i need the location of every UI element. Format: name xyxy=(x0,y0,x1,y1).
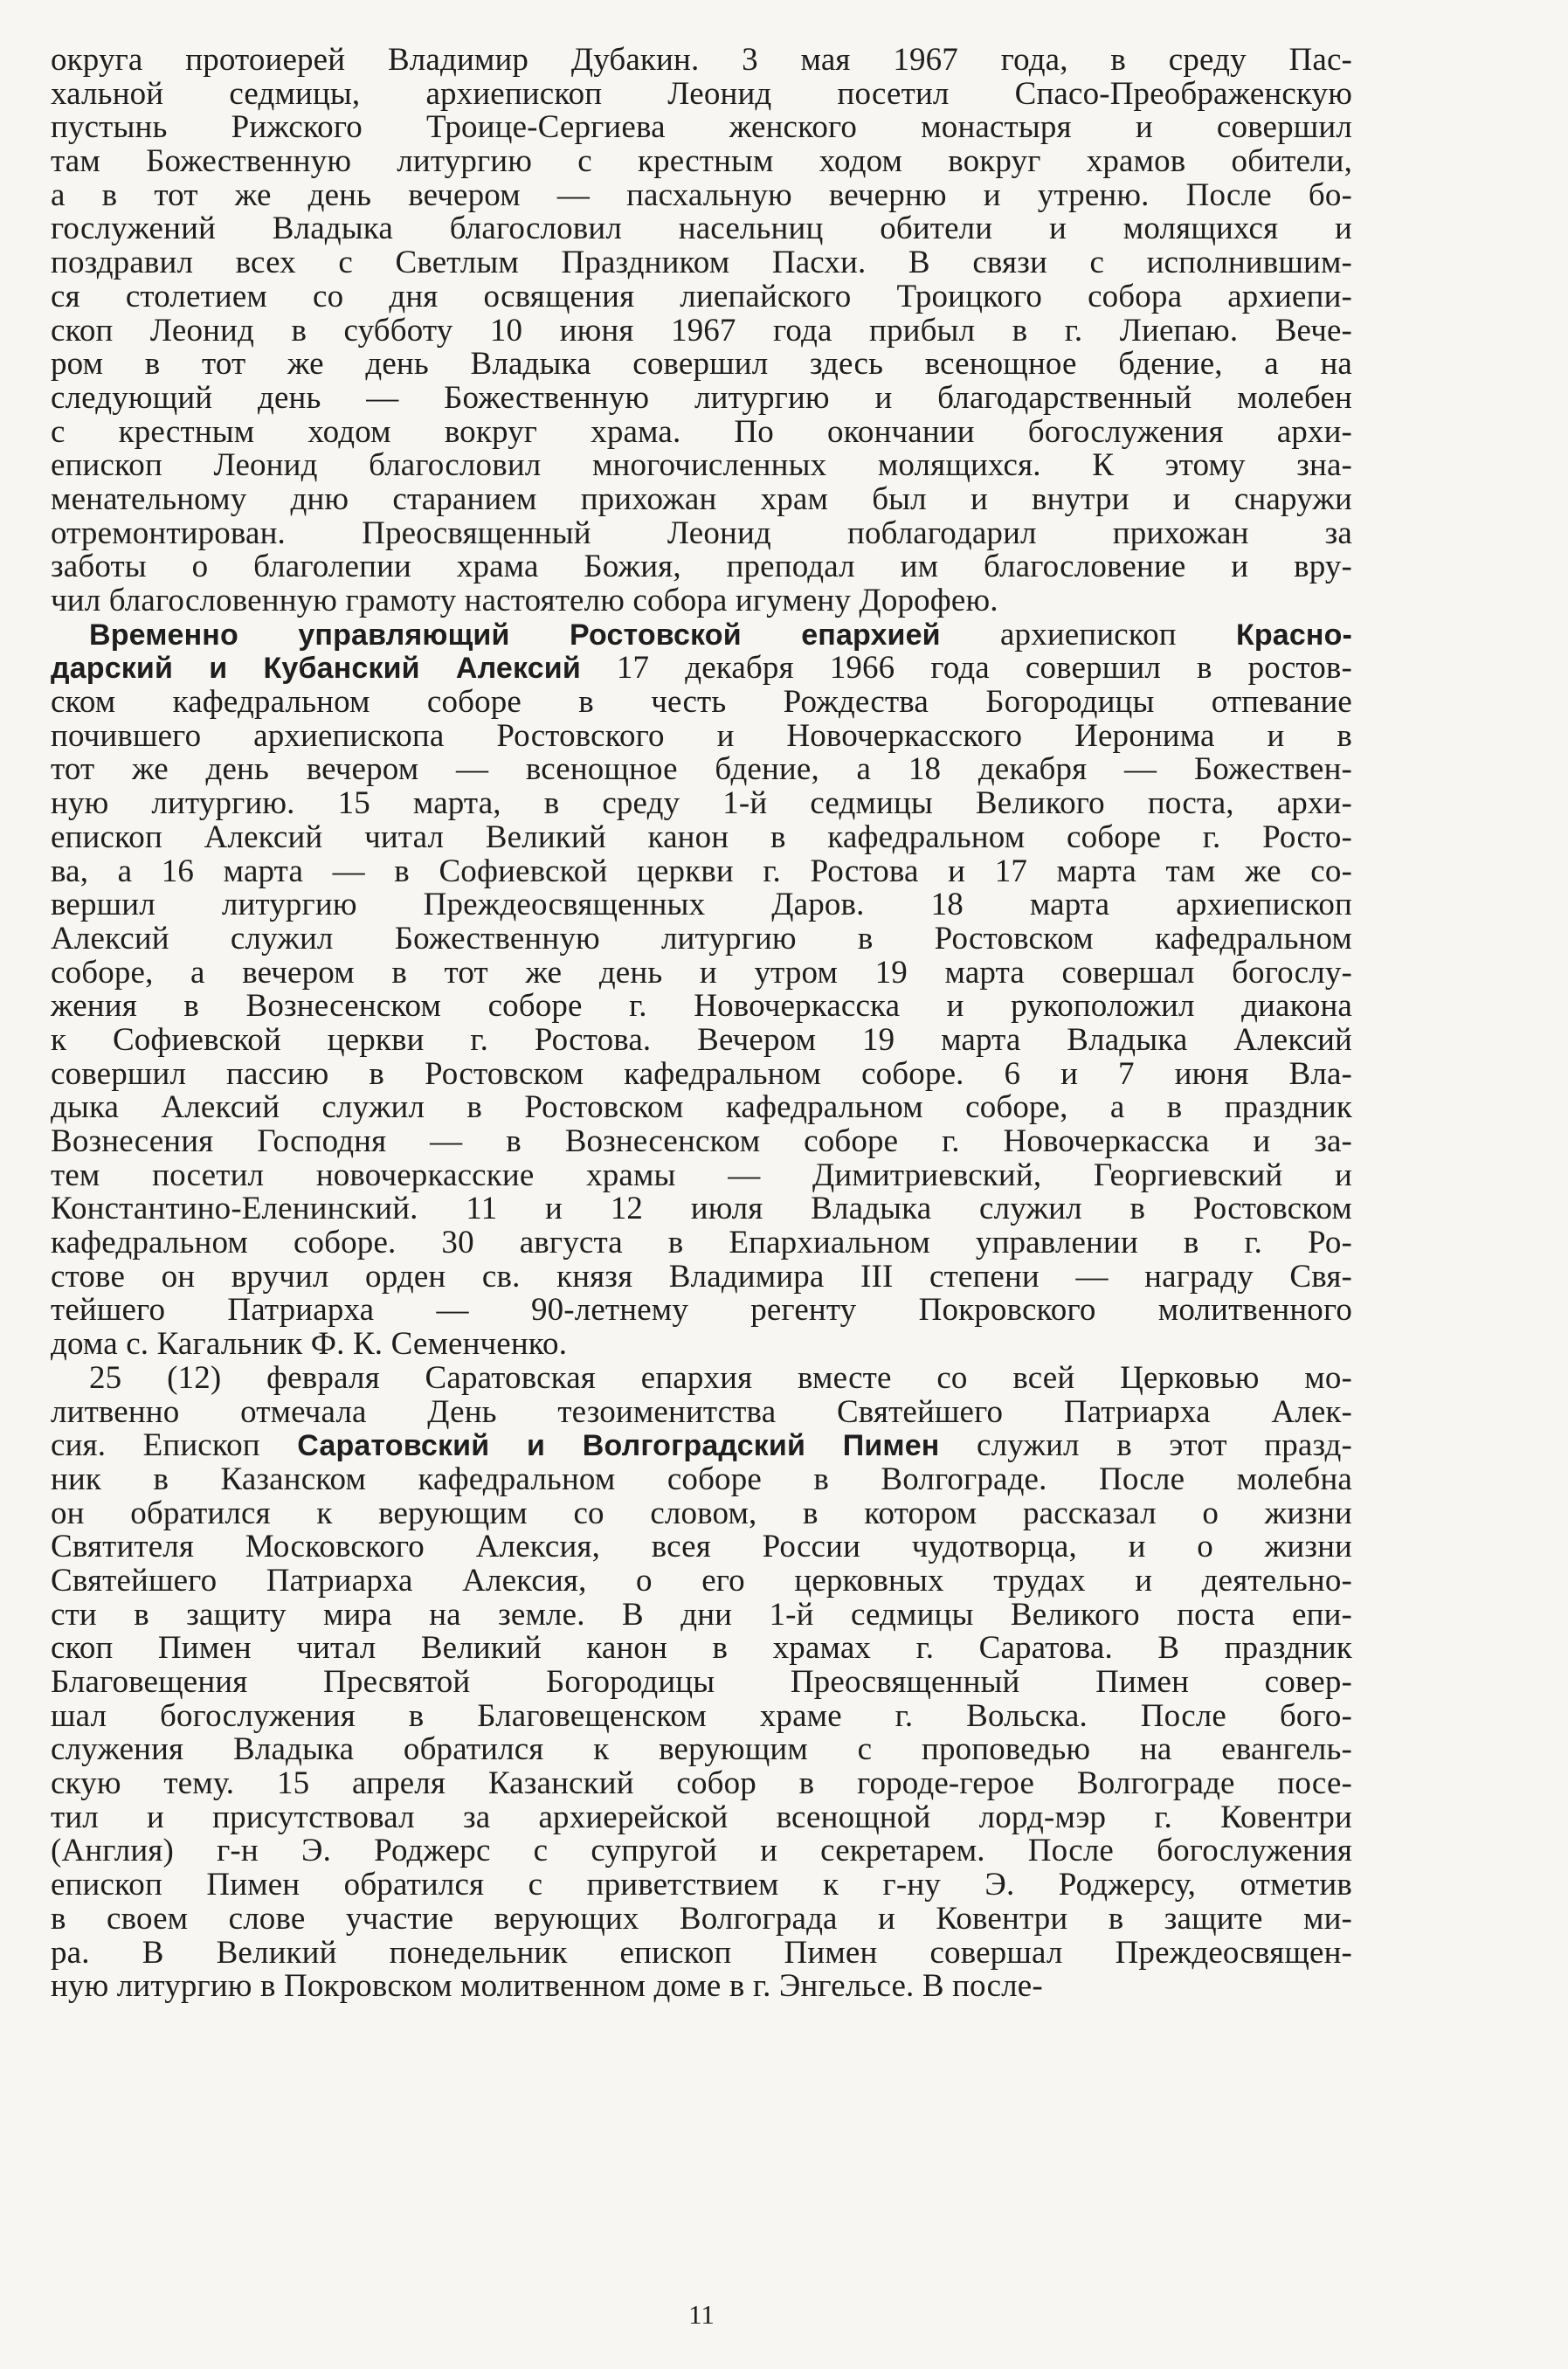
text-line xyxy=(51,246,1352,280)
bold-phrase: Саратовский и Волгоградский Пимен xyxy=(297,1429,940,1463)
text-run: скую тему. 15 апреля Казанский собор в городе-герое Волгограде посе- xyxy=(51,1765,1352,1802)
text-run: ра. В Великий понедельник епископ Пимен совершал Преждеосвящен- xyxy=(51,1934,1352,1971)
text-run: тот же день вечером — всенощное бдение, а 18 декабря — Божествен- xyxy=(51,751,1352,788)
text-run: заботы о благолепии храма Божия, преподал им благословение и вру- xyxy=(51,549,1352,585)
text-run: чил благословенную грамоту настоятелю собора игумену Дорофею. xyxy=(51,583,998,618)
text-line xyxy=(51,1697,1352,1734)
text-run: тил и присутствовал за архиерейской всенощной лорд-мэр г. Ковентри xyxy=(51,1799,1352,1835)
text-run: ную литургию в Покровском молитвенном доме в г. Энгельсе. В после- xyxy=(51,1968,1043,2005)
text-run: 25 (12) февраля Саратовская епархия вместе со всей Церковью мо- xyxy=(89,1359,1352,1396)
text-run: кафедральном соборе. 30 августа в Епархиальном управлении в г. Ро- xyxy=(51,1225,1352,1261)
text-run: а в тот же день вечером — пасхальную вечерню и утреню. После бо- xyxy=(51,176,1352,213)
text-run: ную литургию. 15 марта, в среду 1-й седмицы Великого поста, архи- xyxy=(51,785,1352,822)
text-run: он обратился к верующим со словом, в котором рассказал о жизни xyxy=(51,1495,1352,1531)
text-run: хальной седмицы, архиепископ Леонид посетил Спасо-Преображенскую xyxy=(51,75,1352,112)
text-line xyxy=(51,1192,1352,1226)
text-line xyxy=(51,753,1352,787)
text-line xyxy=(51,1294,1352,1328)
text-run: ском кафедральном соборе в честь Рождества Богородицы отпевание xyxy=(51,684,1352,721)
text-line xyxy=(51,280,1352,314)
text-line xyxy=(51,1733,1352,1767)
text-line xyxy=(51,449,1352,483)
text-line xyxy=(51,550,1352,584)
text-line xyxy=(51,618,1352,653)
text-run: Константино-Еленинский. 11 и 12 июля Владыка служил в Ростовском xyxy=(51,1191,1352,1227)
text-run: округа протоиерей Владимир Дубакин. 3 мая 1967 года, в среду Пас- xyxy=(51,42,1352,78)
text-line xyxy=(51,584,1352,618)
text-run: дыка Алексий служил в Ростовском кафедральном соборе, а в праздник xyxy=(51,1089,1352,1126)
text-line xyxy=(51,1260,1352,1295)
text-run: служения Владыка обратился к верующим с проповедью на евангель- xyxy=(51,1731,1352,1768)
text-run: сия. Епископ xyxy=(51,1427,298,1464)
text-line xyxy=(51,1801,1352,1835)
text-run: сти в защиту мира на земле. В дни 1-й седмицы Великого поста епи- xyxy=(51,1596,1352,1633)
text-run: совершил пассию в Ростовском кафедральном соборе. 6 и 7 июня Вла- xyxy=(51,1055,1352,1092)
text-line xyxy=(51,44,1352,78)
text-run: скоп Пимен читал Великий канон в храмах г. Саратова. В праздник xyxy=(51,1630,1352,1667)
text-run: ва, а 16 марта — в Софиевской церкви г. Ростова и 17 марта там же со- xyxy=(51,853,1352,889)
text-run: литвенно отмечала День тезоименитства Святейшего Патриарха Алек- xyxy=(51,1393,1352,1430)
text-line xyxy=(51,1934,1352,1971)
text-run: пустынь Рижского Троице-Сергиева женского монастыря и совершил xyxy=(51,109,1352,146)
text-line xyxy=(51,954,1352,991)
text-line xyxy=(51,1125,1352,1159)
text-line xyxy=(51,922,1352,957)
text-run: тем посетил новочеркасские храмы — Димитриевский, Георгиевский и xyxy=(51,1157,1352,1193)
text-line xyxy=(51,75,1352,112)
text-run: архиепископ xyxy=(940,616,1236,653)
text-run: в своем слове участие верующих Волгограда и Ковентри в защите ми- xyxy=(51,1900,1352,1937)
text-run: соборе, а вечером в тот же день и утром 19 марта совершал богослу- xyxy=(51,954,1352,991)
text-line xyxy=(51,818,1352,855)
text-run: Вознесения Господня — в Вознесенском соборе г. Новочеркасска и за- xyxy=(51,1123,1352,1159)
text-line xyxy=(51,888,1352,922)
text-line xyxy=(51,314,1352,349)
text-run: к Софиевской церкви г. Ростова. Вечером 19 марта Владыка Алексий xyxy=(51,1021,1352,1058)
text-line xyxy=(51,176,1352,213)
text-line xyxy=(51,1328,1352,1362)
bold-phrase: Временно управляющий Ростовской епархией xyxy=(89,618,941,652)
text-run: шал богослужения в Благовещенском храме г. Вольска. После бого- xyxy=(51,1697,1352,1734)
text-run: жения в Вознесенском соборе г. Новочеркасска и рукоположил диакона xyxy=(51,988,1352,1025)
text-line xyxy=(51,1970,1352,2004)
text-run: там Божественную литургию с крестным ходом вокруг храмов обители, xyxy=(51,143,1352,180)
text-run: епископ Пимен обратился с приветствием к г-ну Э. Роджерсу, отметив xyxy=(51,1867,1352,1903)
text-run: ся столетием со дня освящения лиепайского Троицкого собора архиепи- xyxy=(51,278,1352,314)
text-run: епископ Алексий читал Великий канон в кафедральном соборе г. Росто- xyxy=(51,818,1352,855)
text-line xyxy=(51,145,1352,179)
text-line xyxy=(51,413,1352,450)
text-line xyxy=(51,1226,1352,1260)
text-run: 17 декабря 1966 года совершил в ростов- xyxy=(580,650,1352,687)
text-line xyxy=(51,1393,1352,1430)
text-line xyxy=(51,1767,1352,1801)
text-line xyxy=(51,652,1352,686)
text-line xyxy=(51,1834,1352,1868)
text-line xyxy=(51,1868,1352,1903)
text-line xyxy=(51,1359,1352,1396)
text-run: почившего архиепископа Ростовского и Новочеркасского Иеронима и в xyxy=(51,717,1352,754)
text-run: стове он вручил орден св. князя Владимира III степени — награду Свя- xyxy=(51,1258,1352,1295)
text-run: епископ Леонид благословил многочисленных молящихся. К этому зна- xyxy=(51,447,1352,484)
text-line xyxy=(51,1666,1352,1700)
text-line xyxy=(51,379,1352,416)
text-run: отремонтирован. Преосвященный Леонид поблагодарил прихожан за xyxy=(51,515,1352,551)
text-line xyxy=(51,1564,1352,1599)
text-run: гослужений Владыка благословил насельниц обители и молящихся и xyxy=(51,211,1352,247)
text-run: Святителя Московского Алексия, всея России чудотворца, и о жизни xyxy=(51,1529,1352,1565)
bold-phrase: Красно- xyxy=(1235,618,1352,652)
text-run: с крестным ходом вокруг храма. По окончании богослужения архи- xyxy=(51,413,1352,450)
text-run: ник в Казанском кафедральном соборе в Волгограде. После молебна xyxy=(51,1461,1352,1497)
text-line xyxy=(51,1596,1352,1633)
text-run: скоп Леонид в субботу 10 июня 1967 года прибыл в г. Лиепаю. Вече- xyxy=(51,312,1352,349)
text-run: ром в тот же день Владыка совершил здесь всенощное бдение, а на xyxy=(51,346,1352,383)
text-line xyxy=(51,1632,1352,1666)
bold-phrase: дарский и Кубанский Алексий xyxy=(51,652,581,686)
text-line xyxy=(51,517,1352,551)
text-run: служил в этот празд- xyxy=(939,1427,1352,1464)
text-line xyxy=(51,1497,1352,1531)
text-line xyxy=(51,787,1352,821)
text-line xyxy=(51,990,1352,1024)
text-line xyxy=(51,1530,1352,1564)
text-line xyxy=(51,111,1352,145)
text-run: Алексий служил Божественную литургию в Ростовском кафедральном xyxy=(51,920,1352,957)
text-run: поздравил всех с Светлым Праздником Пасхи. В связи с исполнившим- xyxy=(51,245,1352,281)
text-run: тейшего Патриарха — 90-летнему регенту Покровского молитвенного xyxy=(51,1292,1352,1329)
text-run: Святейшего Патриарха Алексия, о его церковных трудах и деятельно- xyxy=(51,1562,1352,1599)
text-run: следующий день — Божественную литургию и благодарственный молебен xyxy=(51,379,1352,416)
text-line xyxy=(51,480,1352,517)
text-run: (Англия) г-н Э. Роджерс с супругой и секретарем. После богослужения xyxy=(51,1833,1352,1869)
text-line xyxy=(51,348,1352,382)
text-line xyxy=(51,1055,1352,1092)
text-run: Благовещения Пресвятой Богородицы Преосвященный Пимен совер- xyxy=(51,1664,1352,1700)
text-run: дома с. Кагальник Ф. К. Семенченко. xyxy=(51,1326,568,1363)
text-line xyxy=(51,686,1352,720)
text-line xyxy=(51,1091,1352,1125)
text-line xyxy=(51,212,1352,246)
text-line xyxy=(51,1429,1352,1463)
body-text xyxy=(51,44,1352,2004)
text-line xyxy=(51,1900,1352,1937)
text-line xyxy=(51,1021,1352,1058)
text-run: вершил литургию Преждеосвященных Даров. 18 марта архиепископ xyxy=(51,887,1352,923)
text-line xyxy=(51,1463,1352,1497)
text-line xyxy=(51,1159,1352,1193)
text-line xyxy=(51,855,1352,889)
text-run: менательному дню старанием прихожан храм был и внутри и снаружи xyxy=(51,480,1352,517)
page-number: 11 xyxy=(688,2299,715,2330)
text-line xyxy=(51,717,1352,754)
document-page xyxy=(51,42,1352,2330)
